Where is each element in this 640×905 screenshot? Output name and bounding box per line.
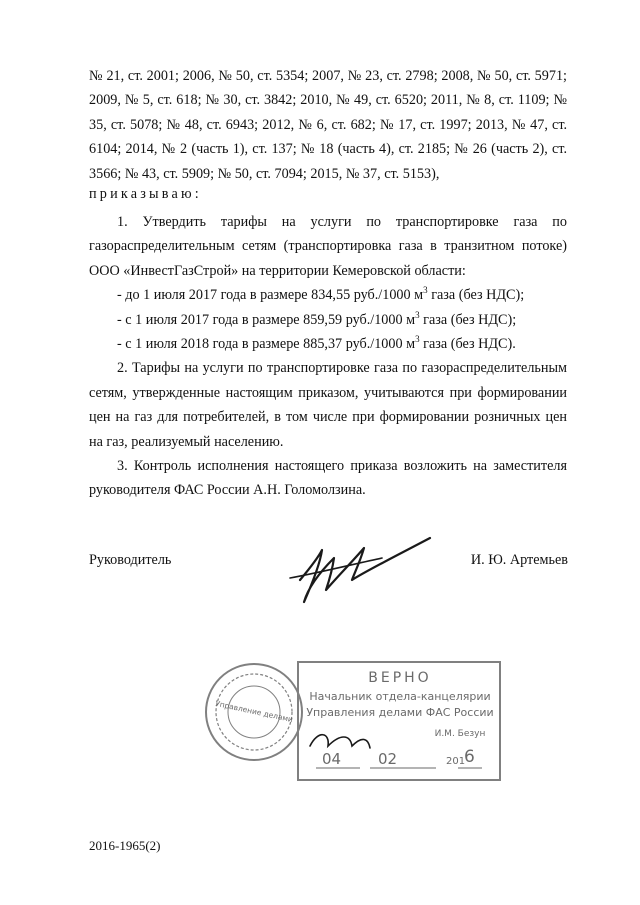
- order-word: приказываю:: [89, 186, 202, 202]
- intro-text: № 21, ст. 2001; 2006, № 50, ст. 5354; 2007, № 23, ст. 2798; 2008, № 50, ст. 5971; 2009, № 5, ст. 618; № 30, ст. 3842; 2010, № 49, ст. 6520; 2011, № 8, ст. 1109; № 35, ст. 5078; № 48, ст. 6943; 2012, № 6, ст. 682; № 17, ст. 1997; 2013, № 47, ст. 6104; 2014, № 2 (часть 1), ст. 137; № 18 (часть 4), ст. 2185; № 26 (часть 2), ст. 3566; № 43, ст. 5909; № 50, ст. 7094; 2015, № 37, ст. 5153),: [89, 68, 567, 182]
- item-1: 1. Утвердить тарифы на услуги по транспортировке газа по газораспределительным сетям (транспортировка газа в транзитном потоке) ООО «ИнвестГазСтрой» на территории Кемеровской области:: [89, 214, 567, 279]
- stamp-signer: И.М. Безун: [434, 729, 486, 739]
- stamp-month: 02: [378, 750, 398, 768]
- stamp-year-digit: 6: [464, 747, 475, 767]
- stamp-line-1: Начальник отдела-канцелярии: [309, 690, 491, 703]
- item-2: 2. Тарифы на услуги по транспортировке газа по газораспределительным сетям, утвержденные настоящим приказом, учитываются при формировании цен на газ для потребителей, в том числе при формировании розничных цен на газ, реализуемый населению.: [89, 360, 567, 450]
- stamp-line-2: Управления делами ФАС России: [306, 706, 494, 719]
- order-items: [89, 210, 567, 503]
- stamp-day: 04: [322, 750, 342, 768]
- intro-paragraph: [89, 64, 567, 186]
- stamp-title: ВЕРНО: [368, 670, 432, 686]
- certification-stamp: [200, 650, 520, 790]
- tariff-line-2: - с 1 июля 2017 года в размере 859,59 руб./1000 $м^3$ газа (без НДС);: [117, 309, 517, 328]
- signatory-name: И. Ю. Артемьев: [470, 552, 568, 568]
- signature-label: Руководитель: [89, 552, 172, 568]
- item-3: 3. Контроль исполнения настоящего приказа возложить на заместителя руководителя ФАС России А.Н. Голомолзина.: [89, 458, 567, 499]
- handwritten-signature: [282, 528, 452, 608]
- document-number: 2016-1965(2): [89, 838, 161, 853]
- tariff-line-1: - до 1 июля 2017 года в размере 834,55 руб./1000 $м^3$ газа (без НДС);: [117, 285, 525, 304]
- tariff-line-3: - с 1 июля 2018 года в размере 885,37 руб./1000 $м^3$ газа (без НДС).: [117, 334, 516, 353]
- round-seal-center: Управление делами: [214, 698, 294, 725]
- stamp-year-prefix: 201: [446, 756, 466, 767]
